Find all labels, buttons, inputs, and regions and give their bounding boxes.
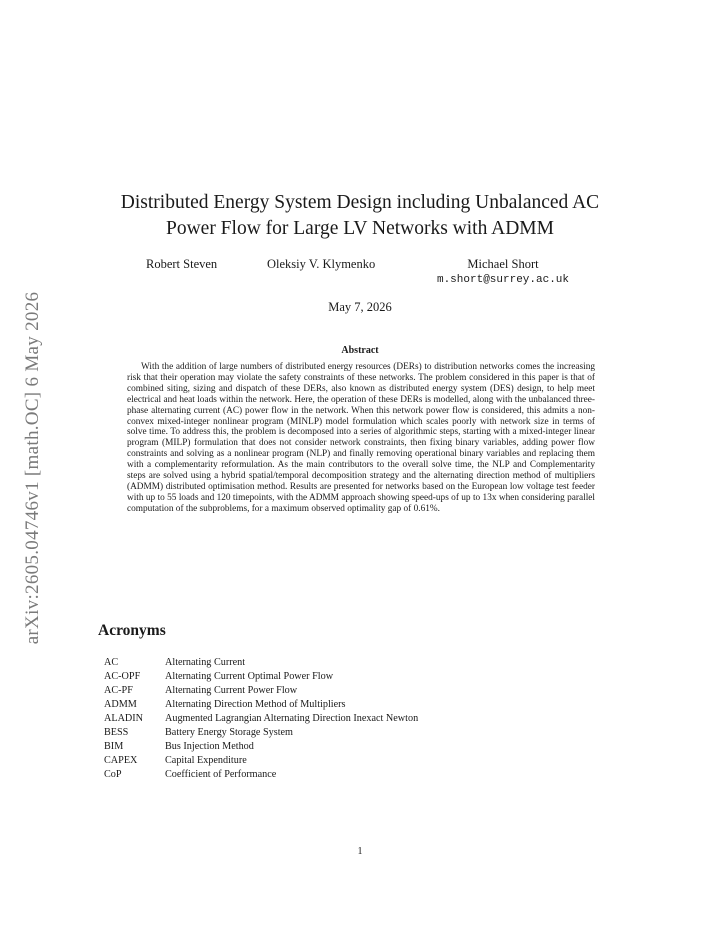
abstract-heading: Abstract [341, 345, 379, 356]
acronym-abbr: CAPEX [104, 755, 138, 766]
paper-title: Distributed Energy System Design including Unbalanced AC Power Flow for Large LV Networks with ADMM [120, 192, 600, 239]
acronym-definition: Battery Energy Storage System [165, 727, 293, 738]
acronym-definition: Bus Injection Method [165, 741, 254, 752]
author-1 [146, 257, 217, 272]
acronym-abbr: CoP [104, 769, 122, 780]
author-email: m.short@surrey.ac.uk [436, 274, 570, 286]
author-2 [267, 257, 375, 272]
author-name: Robert Steven [146, 257, 218, 271]
paper-date: May 7, 2026 [328, 300, 392, 314]
acronym-entry [104, 712, 418, 726]
acronym-entry [104, 670, 418, 684]
acronym-entry [104, 740, 418, 754]
acronym-definition: Augmented Lagrangian Alternating Direction Inexact Newton [165, 713, 419, 724]
acronym-definition: Capital Expenditure [165, 755, 247, 766]
acronym-abbr: AC [104, 657, 119, 668]
acronym-entry [104, 656, 418, 670]
acronym-list [104, 656, 418, 782]
author-name: Michael Short [467, 257, 539, 271]
acronym-definition: Alternating Current Power Flow [165, 685, 298, 696]
acronym-entry [104, 754, 418, 768]
acronyms-heading: Acronyms [98, 622, 166, 639]
acronym-abbr: BIM [104, 741, 124, 752]
acronym-entry [104, 698, 418, 712]
abstract-body: With the addition of large numbers of distributed energy resources (DERs) to distribution networks comes the increasing risk that their operation may violate the safety constraints of these networks. The problem considered in this paper is that of combined siting, sizing and dispatch of these DERs, also known as distributed energy system (DES) design, to help meet electrical and heat loads within the network. Here, the operation of these DERs is modelled, along with the unbalanced three-phase alternating current (AC) power flow in the network. When this network power flow is considered, this admits a non-convex mixed-integer nonlinear program (MINLP) model formulation which scales poorly with network size in terms of solve time. To address this, the problem is decomposed into a series of algorithmic steps, starting with a mixed-integer linear program (MILP) formulation that does not consider network constraints, then fixing binary variables, adding power flow constraints and solving as a nonlinear program (NLP) and finally removing operational binary variables and replacing them with a complementarity reformulation. As the main contributors to the overall solve time, the NLP and Complementarity steps are solved using a hybrid spatial/temporal decomposition strategy and the alternating direction method of multipliers (ADMM) distributed optimisation method. Results are presented for networks based on the European low voltage test feeder with up to 55 loads and 120 timepoints, with the ADMM approach showing speed-ups of up to 13x when considering parallel computation of the subproblems, for a maximum observed optimality gap of 0.61%. [127, 362, 595, 514]
author-name: Oleksiy V. Klymenko [267, 257, 376, 271]
acronym-abbr: ALADIN [104, 713, 144, 724]
acronym-abbr: BESS [104, 727, 129, 738]
acronym-entry [104, 726, 418, 740]
author-3 [430, 257, 576, 286]
acronym-definition: Coefficient of Performance [165, 769, 277, 780]
acronym-abbr: AC-PF [104, 685, 133, 696]
author-block [0, 257, 720, 297]
acronym-abbr: AC-OPF [104, 671, 141, 682]
arxiv-identifier: arXiv:2605.04746v1 [math.OC] 6 May 2026 [22, 291, 43, 645]
acronym-definition: Alternating Current Optimal Power Flow [165, 671, 334, 682]
acronym-entry [104, 684, 418, 698]
acronym-abbr: ADMM [104, 699, 137, 710]
acronym-definition: Alternating Direction Method of Multipliers [165, 699, 346, 710]
acronym-definition: Alternating Current [165, 657, 246, 668]
page-number: 1 [357, 846, 363, 857]
acronym-entry [104, 768, 418, 782]
